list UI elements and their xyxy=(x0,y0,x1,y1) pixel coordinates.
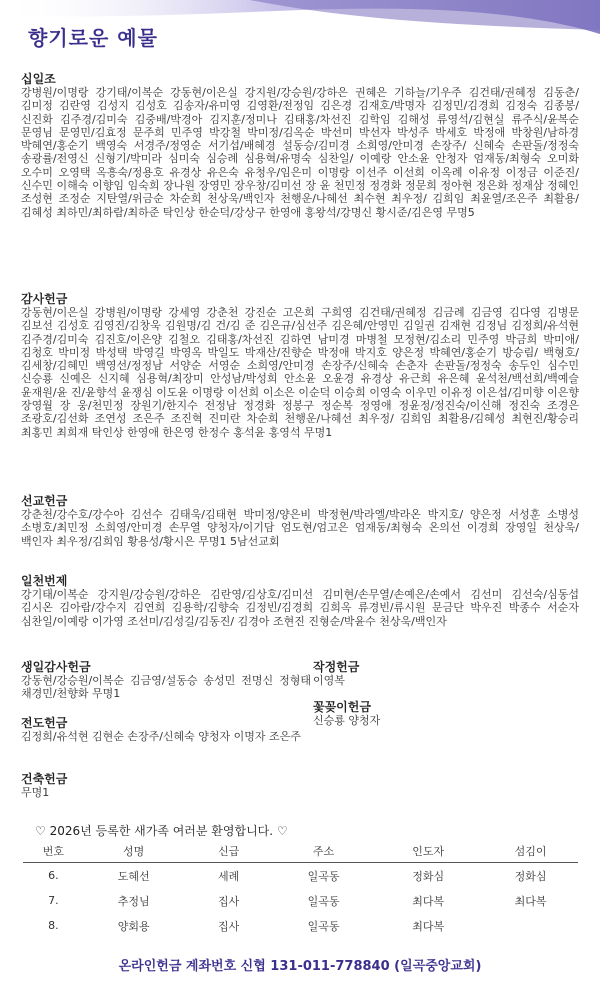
section-body: 신승룡 양청자 xyxy=(313,714,381,727)
flowers-section xyxy=(313,700,573,727)
table-cell: 정화심 xyxy=(412,869,445,883)
section-body: 강기태/이복순 강지원/강승원/강하은 김란영/김상호/김미선 김미현/손무열/손예은/손예서 김선미 김선숙/심동섭 김시온 김아람/강수지 김연희 김용학/김향숙 김정빈/김경희 김희옥 류경빈/류시원 문금단 박우진 박종수 서순자 심찬일/이예랑 이가영 조선미/김성길/김동진/ 김경아 조현진 진형순/박윤수 천상욱/백인자 xyxy=(21,588,579,628)
table-row xyxy=(23,888,578,913)
table-cell: 7. xyxy=(48,894,59,907)
table-cell: 최다복 xyxy=(412,894,445,908)
table-cell: 일곡동 xyxy=(307,919,340,933)
table-cell: 일곡동 xyxy=(307,869,340,883)
page-title: 향기로운 예물 xyxy=(28,26,158,50)
table-cell: 도혜선 xyxy=(117,869,150,883)
table-cell: 최다복 xyxy=(412,919,445,933)
section-body: 강동현/강승원/이복순 김금영/설동승 송성민 전명신 정형태 채경민/천향화 무명1 xyxy=(21,674,311,701)
table-cell: 일곡동 xyxy=(307,894,340,908)
welcome-heading: ♡ 2026년 등록한 새가족 여러분 환영합니다. ♡ xyxy=(35,824,288,838)
column-header: 인도자 xyxy=(373,840,483,863)
column-header: 섬김이 xyxy=(483,840,578,863)
new-family-table xyxy=(23,840,578,938)
table-cell: 최다복 xyxy=(514,894,547,908)
table-cell: 세례 xyxy=(217,869,240,883)
table-cell: 정화심 xyxy=(514,869,547,883)
section-title: 선교헌금 xyxy=(21,494,68,508)
section-title: 작정헌금 xyxy=(313,660,360,674)
evangelism-section xyxy=(21,716,311,743)
table-cell: 8. xyxy=(48,919,59,932)
table-row xyxy=(23,863,578,889)
section-title: 전도헌금 xyxy=(21,716,68,730)
section-title: 일천번제 xyxy=(21,574,68,588)
section-body: 강동현/이은실 강병원/이명랑 강세영 강춘천 강진순 고은희 구희영 김건태/권혜정 김금례 김금영 김다영 김병문 김보선 김성호 김영진/김창욱 김원명/김 건/김 준 김은규/심선주 김은혜/안영민 김일권 김재현 김정님 김정희/유석현 김주경/김미숙 김진호/이은양 김철오 김태홍/차선진 김하연 남미경 마병철 모정현/김소리 민주영 박금희 박미애/김청호 박미정 박성택 박영길 박영옥 박일도 박재산/진향순 박정애 박지호 양은정 박혜연/홍순기 방승림/ 백형호/김세창/김혜민 백영선/정정남 서양순 서영순 소희영/안미경 손장주/신혜숙 손춘자 손판돌/정정숙 송두인 심수민 신승룡 신예은 신지혜 심용혁/최장미 안성남/박성희 안소윤 오윤경 유경상 유근희 유은혜 윤석천/백선희/백예슬 윤재원/윤 진/윤향석 윤쟁심 이도윤 이명랑 이선희 이소은 이순덕 이승희 이영숙 이우민 이유정 이은섭/김미향 이은향 장영월 장 웅/천민정 장원기/한지수 전정남 정경화 정봉구 정순복 정영애 정윤정/정진숙/이신해 정진숙 조경은 조광호/김선화 조연성 조은주 조진혁 진미란 차순희 천행운/나혜선 최우정/ 김희임 최활용/김혜성 최현진/황승리 최홍민 최희재 탁인상 한영애 한은영 한정수 홍석윤 홍영석 무명1 xyxy=(21,306,579,439)
thanks-section xyxy=(21,292,579,439)
table-cell: 6. xyxy=(48,869,59,882)
birthday-section xyxy=(21,660,311,701)
table-cell: 추정님 xyxy=(117,894,150,908)
table-cell xyxy=(483,913,578,938)
section-title: 생일감사헌금 xyxy=(21,660,91,674)
section-body: 이영복 xyxy=(313,674,345,687)
resolution-section xyxy=(313,660,573,687)
table-cell: 집사 xyxy=(217,894,240,908)
table-header-row xyxy=(23,840,578,863)
section-body: 강춘천/강수호/강수아 김선수 김태욱/김태현 박미정/양은비 박정현/박라엘/박라온 박지호/ 양은정 서성훈 소병성 소병호/최민정 소희영/안미경 손무열 양청자/이기담 엄도현/엄고은 엄재동/최형숙 온의선 이경희 장영일 천상욱/백인자 최우정/김희임 황용성/황시은 무명1 5남선교회 xyxy=(21,508,579,548)
table-cell: 양회용 xyxy=(117,919,150,933)
column-header: 신급 xyxy=(184,840,274,863)
section-title: 건축헌금 xyxy=(21,772,68,786)
column-header: 성명 xyxy=(84,840,184,863)
section-body: 강병원/이명랑 강기태/이복순 강동현/이은실 강지원/강승원/강하은 권혜은 기하늘/기우주 김건태/권혜정 김동춘/김미정 김란영 김성지 김성호 김송자/유미영 김영환/전정임 김은경 김재호/박명자 김정민/김경희 김정숙 김종봉/신진화 김주경/김미숙 김중배/박경아 김지훈/정미나 김태홍/차선진 김학임 김해성 류영석/김현실 류주식/윤복순 문영님 문영민/김효정 문주희 민주영 박강철 박미정/김옥순 박선미 박선자 박성주 박세호 박정애 박창원/남하경 박혜연/홍순기 백영숙 서경주/정영순 서기섭/배혜경 설동승/김미경 소희영/안미경 손장주/ 신혜숙 손판돌/정정숙 송광률/전영신 신형기/박미라 심미숙 심승례 심용혁/유명숙 심찬일/ 이예랑 안소윤 안청자 엄재동/최형숙 오미화 오수미 오영택 옥흥숙/정용호 유경상 유은숙 유청우/임은미 이명랑 이선주 이선희 이옥례 이유정 이정금 이준진/신수민 이해숙 이향임 임숙희 장나원 장영민 장우창/김미선 장 윤 천민정 정경화 정문희 정아현 정은화 정재삼 정혜인 조성현 조정순 지탄열/위금순 차순희 천상욱/백인자 천행운/나혜선 최수현 최우정/ 김희임 최윤열/조은주 최활용/김혜성 최하민/최하람/최하준 탁인상 한순덕/강상구 한영애 홍왕석/강명신 황시준/김은영 무명5 xyxy=(21,86,579,219)
online-offering-account: 온라인헌금 계좌번호 신협 131-011-778840 (일곡중앙교회) xyxy=(118,959,482,974)
building-section xyxy=(21,772,311,799)
mission-section xyxy=(21,494,579,548)
weekly-section xyxy=(21,574,579,628)
column-header: 주소 xyxy=(274,840,374,863)
table-row xyxy=(23,913,578,938)
section-title: 십일조 xyxy=(21,72,56,86)
tithe-section xyxy=(21,72,579,219)
section-body: 김정희/유석현 김현순 손장주/신혜숙 양청자 이명자 조은주 xyxy=(21,730,301,743)
section-body: 무명1 xyxy=(21,786,50,799)
column-header: 번호 xyxy=(23,840,84,863)
table-cell: 집사 xyxy=(217,919,240,933)
section-title: 꽃꽂이헌금 xyxy=(313,700,371,714)
section-title: 감사헌금 xyxy=(21,292,68,306)
